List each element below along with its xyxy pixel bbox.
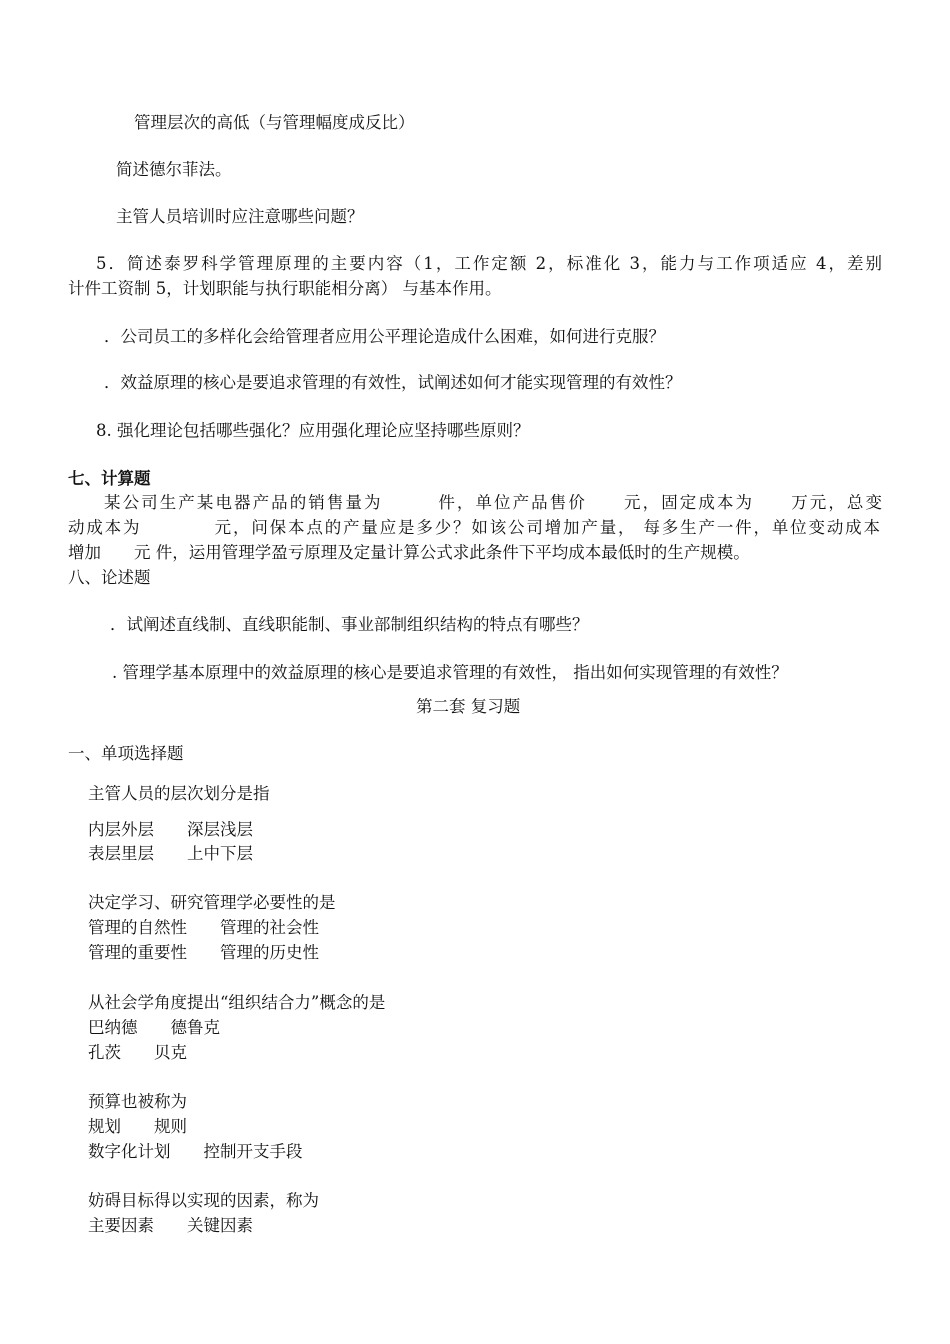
essay-question-2: . 管理学基本原理中的效益原理的核心是要追求管理的有效性， 指出如何实现管理的有效性？ xyxy=(112,663,788,682)
question-options: 管理的重要性 管理的历史性 xyxy=(88,943,319,962)
question-options: 规划 规则 xyxy=(88,1117,187,1136)
calc-heading: 七、计算题 xyxy=(68,469,151,488)
question-7: ．效益原理的核心是要追求管理的有效性，试阐述如何才能实现管理的有效性？ xyxy=(104,373,682,392)
question-options: 主要因素 关键因素 xyxy=(88,1216,253,1235)
question-options: 内层外层 深层浅层 xyxy=(88,820,253,839)
question-6: ．公司员工的多样化会给管理者应用公平理论造成什么困难，如何进行克服？ xyxy=(104,327,665,346)
essay-heading: 八、论述题 xyxy=(68,568,151,587)
calc-line-1: 某公司生产某电器产品的销售量为 件，单位产品售价 元，固定成本为 万元，总变 xyxy=(104,493,882,512)
question-options: 孔茨 贝克 xyxy=(88,1043,187,1062)
question-stem: 预算也被称为 xyxy=(88,1092,187,1111)
question-stem: 决定学习、研究管理学必要性的是 xyxy=(88,893,336,912)
question-stem: 妨碍目标得以实现的因素，称为 xyxy=(88,1191,319,1210)
question-delphi: 简述德尔菲法。 xyxy=(116,160,232,179)
question-training: 主管人员培训时应注意哪些问题？ xyxy=(116,207,364,226)
calc-line-2: 动成本为 元，问保本点的产量应是多少？如该公司增加产量， 每多生产一件，单位变动成本 xyxy=(68,518,880,537)
calc-line-3: 增加 元 件，运用管理学盈亏原理及定量计算公式求此条件下平均成本最低时的生产规模。 xyxy=(68,543,750,562)
question-options: 数字化计划 控制开支手段 xyxy=(88,1142,303,1161)
question-5-line1: 5．简述泰罗科学管理原理的主要内容（1，工作定额 2，标准化 3，能力与工作项适应 4，差别 xyxy=(96,254,882,273)
question-options: 管理的自然性 管理的社会性 xyxy=(88,918,319,937)
single-choice-heading: 一、单项选择题 xyxy=(68,744,184,763)
question-8: 8. 强化理论包括哪些强化？应用强化理论应坚持哪些原则？ xyxy=(96,421,530,440)
question-stem: 从社会学角度提出“组织结合力”概念的是 xyxy=(88,993,386,1012)
management-level-line: 管理层次的高低（与管理幅度成反比） xyxy=(134,113,415,132)
set2-title: 第二套 复习题 xyxy=(416,697,521,716)
question-stem: 主管人员的层次划分是指 xyxy=(88,784,270,803)
question-5-line2: 计件工资制 5，计划职能与执行职能相分离） 与基本作用。 xyxy=(68,279,502,298)
question-options: 巴纳德 德鲁克 xyxy=(88,1018,220,1037)
essay-question-1: ．试阐述直线制、直线职能制、事业部制组织结构的特点有哪些？ xyxy=(110,615,589,634)
question-options: 表层里层 上中下层 xyxy=(88,844,253,863)
